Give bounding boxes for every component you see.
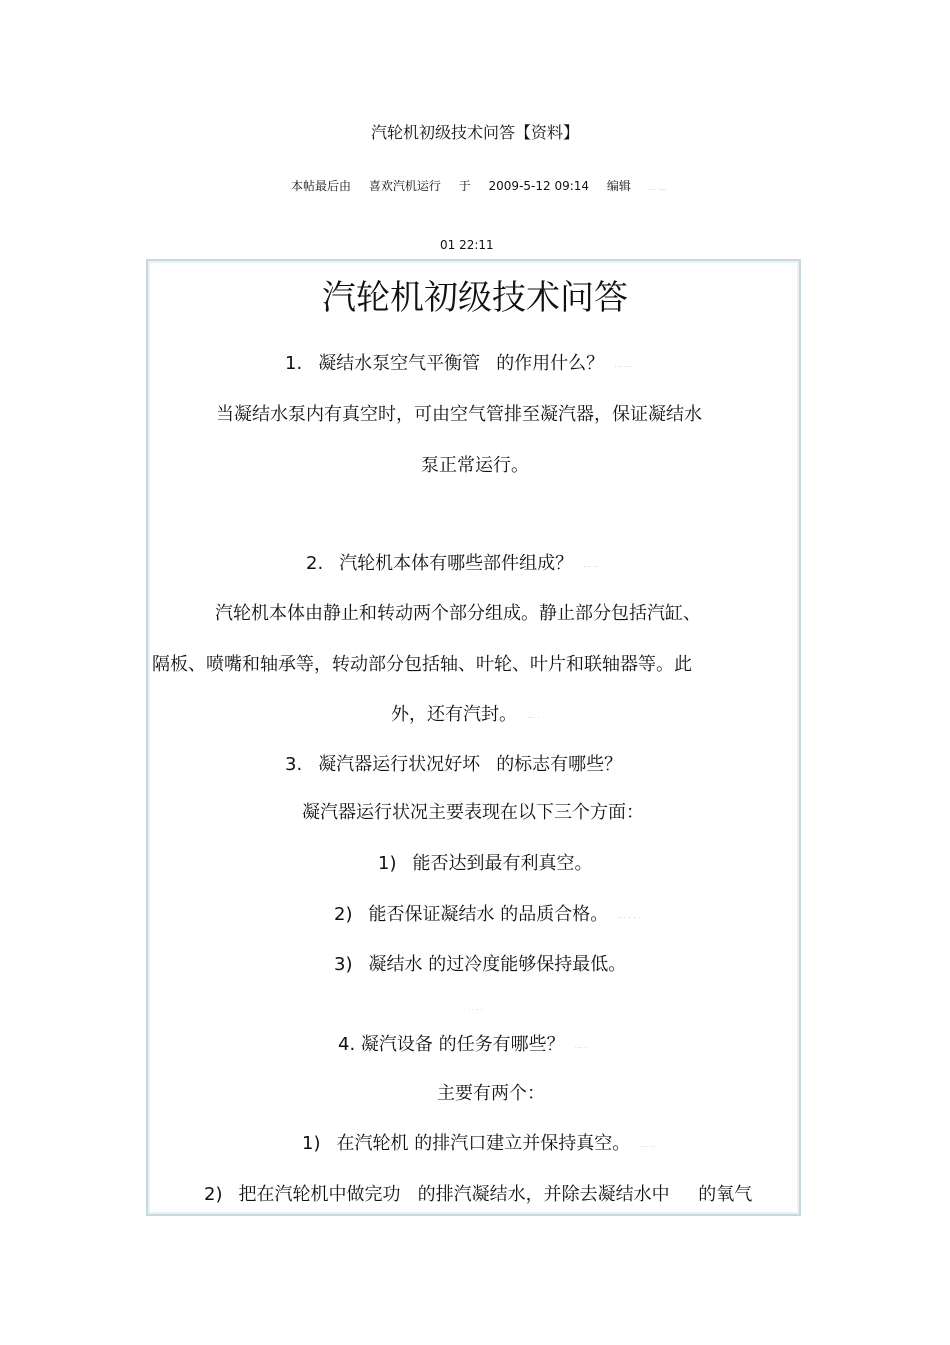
question-4 (338, 1030, 587, 1056)
answer-4-intro: 主要有两个： (437, 1083, 545, 1104)
post-meta (291, 177, 681, 194)
answer-1-line-1: 当凝结水泵内有真空时，可由空气管排至凝汽器，保证凝结水 (216, 404, 702, 425)
item-text: 凝结水 的过冷度能够保持最低。 (368, 954, 627, 975)
question-number: 3. (285, 754, 303, 775)
answer-3-item-2 (334, 900, 641, 926)
artifact-mark: ... . (574, 1040, 588, 1050)
question-2 (306, 549, 598, 575)
artifact-mark: ... .. (583, 559, 599, 569)
artifact-mark: ... ... (614, 359, 632, 369)
answer-2-line-2: 隔板、喷嘴和轴承等，转动部分包括轴、叶轮、叶片和联轴器等。此 (152, 654, 692, 675)
artifact-mark: ... . . . (618, 910, 642, 920)
answer-4-item-1 (302, 1129, 655, 1155)
meta-user[interactable]: 喜欢汽机运行 (368, 179, 441, 193)
item-text: 能否达到最有利真空。 (412, 853, 593, 874)
question-text: 汽轮机本体有哪些部件组成？ (339, 553, 574, 574)
item-number: 1) (302, 1133, 321, 1154)
item-number: 1) (378, 853, 397, 874)
item-number: 3) (334, 954, 353, 975)
meta-time: 2009-5-12 09:14 (488, 179, 590, 193)
page-title: 汽轮机初级技术问答【资料】 (370, 123, 579, 142)
question-text: 的作用什么？ (496, 353, 605, 374)
meta-mark: ... ... (648, 183, 667, 192)
question-text: 4. 凝汽设备 的任务有哪些？ (338, 1034, 565, 1055)
question-1 (285, 349, 632, 375)
answer-3-item-3 (334, 950, 626, 976)
meta-at: 于 (458, 179, 471, 193)
question-3 (285, 750, 622, 776)
answer-text: 外，还有汽封。 (391, 704, 517, 725)
answer-2-line-3 (391, 700, 540, 726)
answer-1-line-2: 泵正常运行。 (421, 455, 529, 476)
item-number: 2) (204, 1184, 223, 1205)
item-number: 2) (334, 904, 353, 925)
question-number: 2. (306, 553, 324, 574)
question-text: 凝汽器运行状况好坏 (318, 754, 481, 775)
artifact-mark: ... . (527, 710, 540, 720)
item-text: 在汽轮机 的排汽口建立并保持真空。 (336, 1133, 631, 1154)
meta-prefix: 本帖最后由 (291, 179, 352, 193)
separator-mark: . . . . . (463, 1004, 484, 1012)
item-text: 能否保证凝结水 的品质合格。 (368, 904, 609, 925)
question-text: 的标志有哪些？ (496, 754, 623, 775)
answer-4-item-2 (204, 1180, 752, 1206)
meta-action: 编辑 (606, 179, 631, 193)
question-number: 1. (285, 353, 303, 374)
question-text: 凝结水泵空气平衡管 (318, 353, 481, 374)
answer-3-item-1 (378, 849, 592, 875)
doc-heading: 汽轮机初级技术问答 (322, 278, 628, 318)
artifact-mark: ... .. (640, 1139, 656, 1149)
item-text: 把在汽轮机中做完功 的排汽凝结水，并除去凝结水中 的氧气 (238, 1184, 753, 1205)
meta-time-continued: 01 22:11 (440, 238, 494, 252)
answer-2-line-1: 汽轮机本体由静止和转动两个部分组成。静止部分包括汽缸、 (215, 603, 701, 624)
answer-3-intro: 凝汽器运行状况主要表现在以下三个方面： (302, 802, 644, 823)
